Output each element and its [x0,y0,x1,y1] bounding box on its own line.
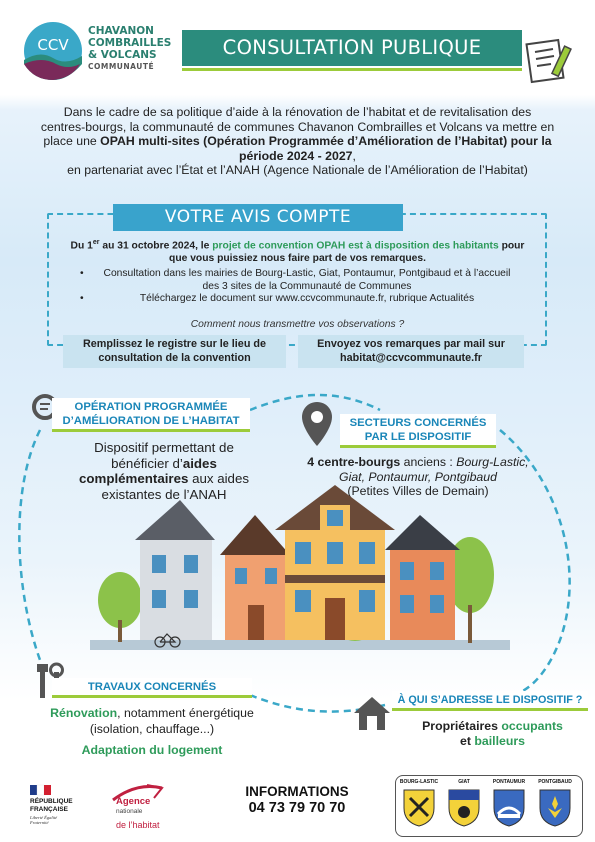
avis-line-a: Du 1 [70,240,93,252]
rf-line-2: FRANÇAISE [30,805,68,813]
avis-bullets [80,268,520,306]
rf-text [30,798,73,813]
house-icon [352,694,392,732]
travaux-t2: (isolation, chauffage...) [89,721,215,736]
commune-name-2: GIAT [458,779,470,785]
intro-p2: en partenariat avec l’État et l’ANAH (Agence Nationale de l’Amélioration de l’Habitat) [67,163,528,178]
box-registre: Remplissez le registre sur le lieu de consultation de la convention [63,335,286,368]
travaux-g2: Adaptation du logement [81,743,223,757]
travaux-text [32,706,272,759]
info-title: INFORMATIONS [245,784,349,799]
logo-text [88,25,171,73]
avis-line-c: pour que vous puissiez nous faire part de vos remarques. [169,240,525,265]
opah-label [52,398,250,432]
avis-title: VOTRE AVIS COMPTE [113,204,403,231]
map-pin-icon [300,400,334,448]
blason-giat-icon [447,788,481,828]
qui-text [395,719,590,749]
blason-bourg-lastic-icon [402,788,436,828]
avis-body [65,237,530,266]
secteurs-text-bold: 4 centre-bourgs [307,455,401,469]
rf-line-1: RÉPUBLIQUE [30,798,73,805]
logo-line-3: & VOLCANS [88,49,157,61]
secteurs-label [340,414,496,448]
blason-pontgibaud-icon [538,788,572,828]
anah-line-2: nationale [116,808,143,815]
opah-label-2: D’AMÉLIORATION DE L’HABITAT [62,414,240,427]
intro-text [40,105,555,178]
commune-name-4: PONTGIBAUD [538,779,572,785]
opah-text-1: Dispositif permettant de bénéficier d’ [94,440,234,471]
anah-line-1: Agence [116,796,151,807]
anah-line-3: de l’habitat [116,820,160,830]
avis-line-green: projet de convention OPAH est à disposition des habitants [212,240,499,252]
secteurs-text-2: (Petites Villes de Demain) [347,484,489,498]
box-email [298,335,524,368]
travaux-g1: Rénovation [50,706,118,720]
box-email-line-1: Envoyez vos remarques par mail sur [317,338,505,350]
travaux-label: TRAVAUX CONCERNÉS [52,678,252,698]
page-title: CONSULTATION PUBLIQUE [182,30,522,66]
avis-question: Comment nous transmettre vos observations ? [190,319,405,330]
opah-text-2: aux aides existantes de l’ANAH [101,471,249,502]
houses-illustration [80,480,520,660]
travaux-t1: , notamment énergétique [117,706,254,720]
qui-t2: et [460,734,475,748]
opah-text-bold: aides complémentaires [79,455,217,486]
email-link[interactable]: habitat@ccvcommunaute.fr [340,351,482,364]
avis-line-b: au 31 octobre 2024, le [99,240,213,252]
rf-motto: Liberté Égalité Fraternité [30,815,58,825]
title-underline [182,68,522,71]
avis-line-a-sup: er [92,239,100,246]
secteurs-text-italic: Bourg-Lastic, Giat, Pontaumur, Pontgibaud [339,455,529,484]
blason-pontaumur-icon [492,788,526,828]
opah-label-1: OPÉRATION PROGRAMMÉE [74,401,228,413]
secteurs-label-1: SECTEURS CONCERNÉS [349,417,487,429]
qui-g2: bailleurs [474,734,525,748]
info-phone[interactable]: 04 73 79 70 70 [248,800,346,816]
form-pencil-icon [525,36,575,84]
logo-line-1: CHAVANON [88,25,154,37]
logo-abbrev: CCV [37,36,69,54]
commune-name-3: PONTAUMUR [492,779,526,785]
avis-bullet-2: • Téléchargez le document sur www.ccvcommunaute.fr, rubrique Actualités [80,293,520,306]
logo-line-2: COMBRAILLES [88,37,172,49]
qui-label: À QUI S’ADRESSE LE DISPOSITIF ? [392,691,588,711]
commune-name-1: BOURG-LASTIC [399,779,439,785]
intro-p1-bold: OPAH multi-sites (Opération Programmée d’Amélioration de l’Habitat) pour la période 2024 - 2027 [100,134,552,163]
intro-p1: Dans le cadre de sa politique d’aide à la rénovation de l’habitat et de revitalisation des centres-bourgs, la communauté de communes Chavanon Combrailles et Volcans va mettre en place une [40,105,555,149]
avis-bullet-1: • Consultation dans les mairies de Bourg-Lastic, Giat, Pontaumur, Pontgibaud et à l’accueil des 3 sites de la Communauté de Communes [80,268,520,293]
qui-g1: occupants [501,719,563,733]
secteurs-text-1: anciens : [400,455,457,469]
secteurs-label-2: PAR LE DISPOSITIF [364,430,472,443]
ccv-logo-icon [22,20,84,82]
qui-t1: Propriétaires [422,719,502,733]
intro-p1-end: , [352,148,356,163]
logo-line-4: COMMUNAUTÉ [88,62,155,71]
